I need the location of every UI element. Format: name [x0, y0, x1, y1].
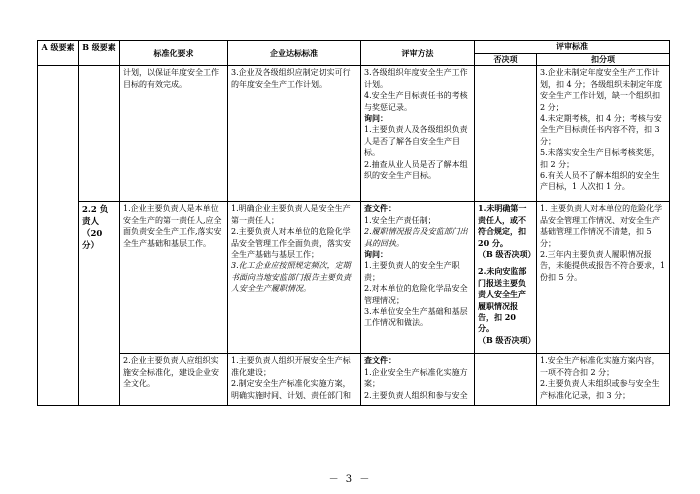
header-standard-req: 标准化要求 — [120, 41, 228, 66]
row2-standard-req: 1.企业主要负责人是本单位安全生产的第一责任人,应全面负责安全生产工作,落实安全生产基础和基层工作。 — [120, 202, 228, 354]
b22-score: （20 分） — [82, 229, 103, 252]
row1-veto — [475, 66, 537, 202]
b-element-cell — [79, 66, 120, 202]
page-number: － 3 － — [328, 474, 372, 485]
row2-std-line: 3.化工企业应按照规定频次，定期书面向当地安监部门报告主要负责人安全生产履职情况。 — [231, 261, 351, 294]
header-veto: 否决项 — [475, 54, 537, 66]
row3-deduct-line: 2.主要负责人未组织或参与安全生产标准化记录，扣 3 分； — [540, 379, 660, 400]
header-deduct: 扣分项 — [537, 54, 670, 66]
row1-deduct-line: 4.未定期考核，扣 4 分；考核与安全生产目标责任书内容不符，扣 3 分； — [540, 114, 662, 146]
row2-method-line: 询问： — [364, 249, 388, 260]
row3-deduct-line: 1.安全生产标准化实施方案内容，一项不符合扣 2 分； — [540, 356, 660, 377]
row2-method-line: 2.履职情况报告及安监部门出具的回执。 — [364, 227, 468, 248]
row1-deduct-line: 5.未落实安全生产目标考核奖惩，扣 2 分； — [540, 148, 660, 169]
row2-deduct-line: 1. 主要负责人对本单位的危险化学品安全管理工作情况、对安全生产基础管理工作情况不清楚，扣 5 分； — [540, 204, 663, 248]
row2-method-line: 1.安全生产责任制； — [364, 215, 436, 225]
row1-standard-req: 计划，以保证年度安全工作目标的有效完成。 — [120, 66, 228, 202]
header-enterprise-std: 企业达标标准 — [228, 41, 361, 66]
row3-standard-req: 2.企业主要负责人应组织实施安全标准化，建设企业安全文化。 — [120, 354, 228, 406]
row3-veto — [475, 354, 537, 406]
row1-method-line: 询问： — [364, 113, 388, 124]
row1-method-line: 3.各级组织年度安全生产工作计划。 — [364, 68, 468, 89]
row2-deduct-line: 2.三年内主要负责人履职情况报告，未能提供或报告不符合要求，1 份扣 5 分。 — [540, 250, 666, 282]
b22-title: 2.2 负责人 — [82, 205, 109, 228]
row2-veto — [475, 202, 537, 354]
row3-std-line: 2.制定安全生产标准化实施方案，明确实施时间、计划、责任部门和 — [231, 379, 351, 400]
header-review-criteria: 评审标准 — [475, 41, 670, 54]
row2-veto-line: （B 级否决项） — [478, 249, 536, 260]
row1-method-line: 2.抽查从业人员是否了解本组织的安全生产目标。 — [364, 159, 468, 181]
row2-method-line: 2.对本单位的危险化学品安全管理情况； — [364, 284, 468, 305]
row3-method-line: 1.企业安全生产标准化实施方案； — [364, 367, 468, 389]
row1-review-method — [361, 66, 475, 202]
a-element-cell — [38, 66, 79, 406]
row3-method-line: 2.主要负责人组织和参与安全 — [364, 390, 468, 400]
row3-std-line: 1.主要负责人组织开展安全生产标准化建设； — [231, 356, 351, 377]
row3-enterprise-std — [228, 354, 361, 406]
row1-deduct — [537, 66, 670, 202]
header-a-element: A 级要素 — [38, 41, 79, 66]
review-standard-table — [37, 40, 670, 406]
header-review-method: 评审方法 — [361, 41, 475, 66]
row2-enterprise-std — [228, 202, 361, 354]
header-b-element: B 级要素 — [79, 41, 120, 66]
row1-method-line: 1.主要负责人及各级组织负责人是否了解各自安全生产目标。 — [364, 125, 468, 158]
row2-review-method — [361, 202, 475, 354]
row2-veto-line: （B 级否决项） — [478, 334, 536, 345]
row1-deduct-line: 3.企业未制定年度安全生产工作计划，扣 4 分；各级组织未制定年度安全生产工作计划，缺一个组织扣 2 分； — [540, 68, 663, 112]
table-row — [38, 202, 670, 354]
row3-method-line: 查文件： — [364, 355, 396, 366]
row2-veto-line: 2.未向安监部门报送主要负责人安全生产履职情况报告，扣 20 分。 — [478, 266, 527, 334]
row2-std-line: 1.明确企业主要负责人是安全生产第一责任人； — [231, 204, 351, 225]
row2-std-line: 2.主要负责人对本单位的危险化学品安全管理工作全面负责，落实安全生产基础与基层工作； — [231, 227, 351, 260]
row1-method-line: 4.安全生产目标责任书的考核与奖惩记录。 — [364, 91, 468, 112]
row2-veto-line: 1.未明确第一责任人，或不符合规定，扣 20 分。 — [478, 203, 527, 248]
row2-deduct — [537, 202, 670, 354]
row1-deduct-line: 6.有关人员不了解本组织的安全生产目标，1 人次扣 1 分。 — [540, 171, 660, 192]
row2-method-line: 3.本单位安全生产基础和基层工作情况和做法。 — [364, 307, 468, 328]
row3-deduct — [537, 354, 670, 406]
table-row — [38, 66, 670, 202]
row3-review-method — [361, 354, 475, 406]
row2-method-line: 1.主要负责人的安全生产职责； — [364, 261, 460, 282]
row1-enterprise-std: 3.企业及各级组织应制定切实可行的年度安全生产工作计划。 — [228, 66, 361, 202]
row2-method-line: 查文件： — [364, 203, 396, 214]
b22-cell — [79, 202, 120, 406]
table-row — [38, 354, 670, 406]
